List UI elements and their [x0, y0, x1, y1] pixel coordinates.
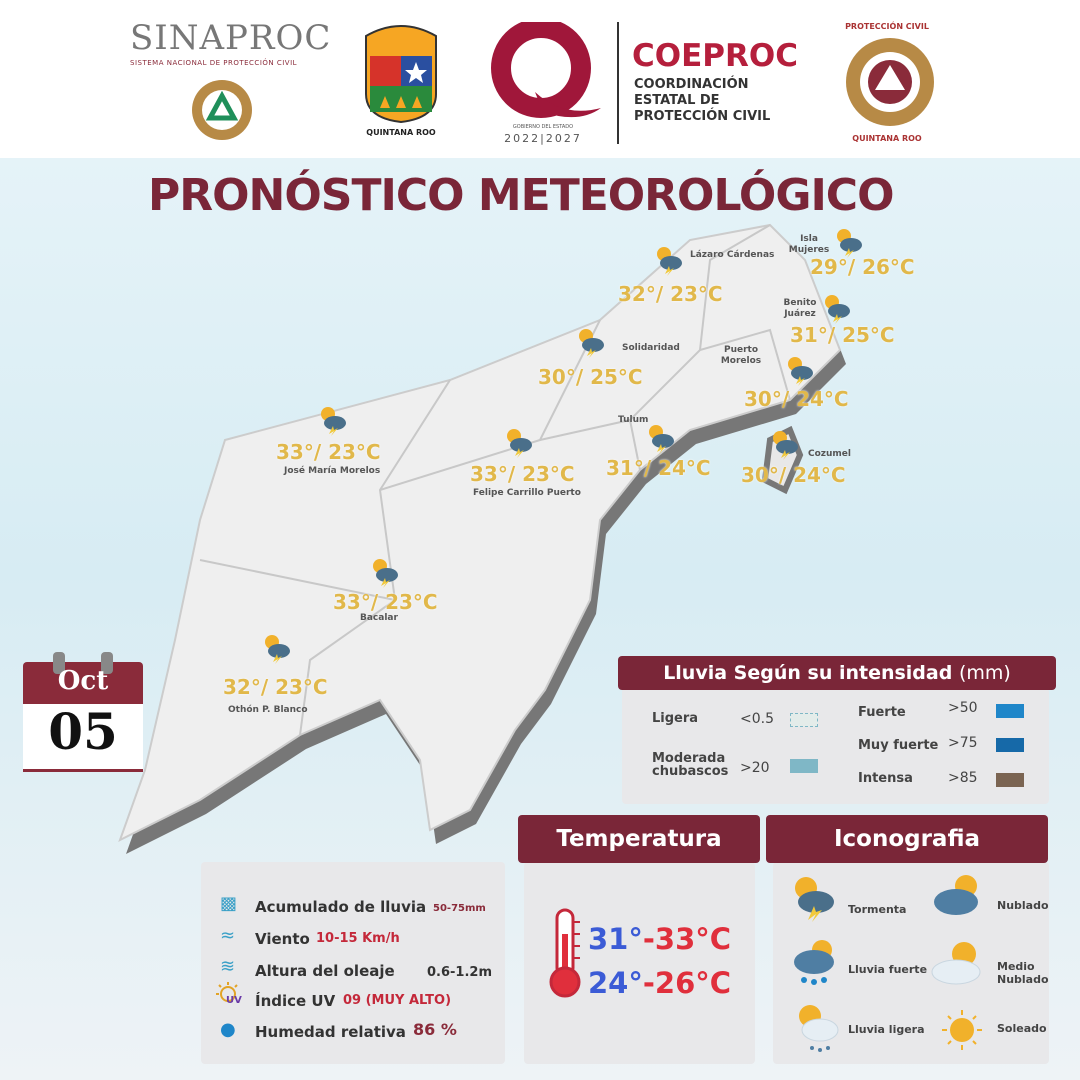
- icon-label-lluvia-ligera: Lluvia ligera: [848, 1023, 925, 1036]
- rain-value-intensa: >85: [948, 770, 978, 786]
- municipio-temp: 32°/ 23°C: [618, 282, 723, 306]
- partly-cloudy-icon: [928, 936, 986, 988]
- partly-cloudy-storm-icon: [820, 292, 852, 324]
- quintana-roo-name: QUINTANA ROO: [366, 128, 436, 137]
- municipio-name: Lázaro Cárdenas: [690, 250, 775, 260]
- municipio-name: Bacalar: [360, 613, 398, 623]
- sinaproc-name: SINAPROC: [130, 18, 332, 58]
- iconography-title: Iconografia: [766, 815, 1048, 863]
- humidity-label: Humedad relativa: [255, 1023, 406, 1041]
- proteccion-civil-label: PROTECCIÓN CIVIL: [845, 22, 929, 31]
- temp-max-range: 31°-33°C: [588, 922, 732, 956]
- icon-label-nublado: Nublado: [997, 899, 1049, 912]
- temp-min-range: 24°-26°C: [588, 966, 732, 1000]
- gobierno-label: GOBIERNO DEL ESTADO: [512, 124, 574, 130]
- municipio-name: Solidaridad: [622, 343, 680, 353]
- rain-accum-value: 50-75mm: [433, 903, 486, 914]
- sunny-icon: [940, 1008, 984, 1052]
- municipio-temp: 33°/ 23°C: [333, 590, 438, 614]
- municipio-name: Puerto Morelos: [720, 345, 762, 366]
- sinaproc-subtitle: SISTEMA NACIONAL DE PROTECCIÓN CIVIL: [130, 59, 298, 67]
- rain-gauge-icon: ▩: [220, 893, 238, 914]
- municipio-name: Isla Mujeres: [788, 234, 830, 255]
- rain-accum-label: Acumulado de lluvia: [255, 898, 427, 916]
- uv-index-icon: UV: [216, 982, 246, 1012]
- light-rain-icon: [792, 1000, 842, 1056]
- waves-value: 0.6-1.2m: [427, 965, 492, 980]
- rain-value-muy-fuerte: >75: [948, 735, 978, 751]
- municipio-name: Cozumel: [808, 449, 852, 459]
- rain-swatch-muy-fuerte: [996, 738, 1024, 752]
- rain-legend-title: Lluvia Según su intensidad (mm): [618, 656, 1056, 690]
- rain-value-fuerte: >50: [948, 700, 978, 716]
- partly-cloudy-storm-icon: [260, 632, 292, 664]
- rain-value-ligera: <0.5: [740, 711, 774, 727]
- partly-cloudy-storm-icon: [368, 556, 400, 588]
- rain-swatch-ligera: [790, 713, 818, 727]
- wind-icon: ≈: [220, 925, 236, 946]
- coeproc-name: COEPROC: [632, 38, 798, 74]
- icon-label-soleado: Soleado: [997, 1022, 1047, 1035]
- humidity-drop-icon: ●: [220, 1019, 236, 1040]
- partly-cloudy-storm-icon: [832, 226, 864, 258]
- proteccion-civil-state: QUINTANA ROO: [852, 134, 922, 143]
- cloudy-icon: [930, 870, 986, 920]
- municipio-temp: 32°/ 23°C: [223, 675, 328, 699]
- partly-cloudy-storm-icon: [502, 426, 534, 458]
- partly-cloudy-storm-icon: [644, 422, 676, 454]
- coeproc-subtitle: COORDINACIÓN ESTATAL DE PROTECCIÓN CIVIL: [634, 77, 771, 124]
- municipio-name: Tulum: [618, 415, 649, 425]
- waves-label: Altura del oleaje: [255, 962, 395, 980]
- rain-swatch-intensa: [996, 773, 1024, 787]
- wind-value: 10-15 Km/h: [316, 931, 400, 946]
- partly-cloudy-storm-icon: [783, 354, 815, 386]
- date-day: 05: [48, 702, 118, 761]
- gobierno-years: 2022|2027: [504, 132, 582, 145]
- municipio-name: Othón P. Blanco: [228, 705, 308, 715]
- partly-cloudy-storm-icon: [768, 428, 800, 460]
- page-title: PRONÓSTICO METEOROLÓGICO: [148, 170, 894, 221]
- rain-label-fuerte: Fuerte: [858, 705, 906, 720]
- municipio-temp: 30°/ 24°C: [741, 463, 846, 487]
- municipio-temp: 33°/ 23°C: [276, 440, 381, 464]
- partly-cloudy-storm-icon: [574, 326, 606, 358]
- waves-icon: ≋: [220, 956, 236, 977]
- uv-label: Índice UV: [255, 992, 336, 1010]
- rain-label-intensa: Intensa: [858, 771, 913, 786]
- municipio-temp: 31°/ 24°C: [606, 456, 711, 480]
- date-calendar: [23, 652, 143, 772]
- rain-legend-panel: [622, 688, 1049, 804]
- municipio-temp: 31°/ 25°C: [790, 323, 895, 347]
- humidity-value: 86 %: [413, 1020, 457, 1039]
- icon-label-lluvia-fuerte: Lluvia fuerte: [848, 963, 928, 976]
- rain-value-moderada: >20: [740, 760, 770, 776]
- heavy-rain-icon: [790, 936, 842, 988]
- temperature-title: Temperatura: [518, 815, 760, 863]
- wind-label: Viento: [255, 930, 310, 948]
- partly-cloudy-storm-icon: [652, 244, 684, 276]
- rain-swatch-moderada: [790, 759, 818, 773]
- icon-label-tormenta: Tormenta: [848, 903, 907, 916]
- rain-label-muy-fuerte: Muy fuerte: [858, 738, 939, 753]
- municipio-temp: 29°/ 26°C: [810, 255, 915, 279]
- uv-value: 09 (MUY ALTO): [343, 993, 452, 1008]
- storm-icon: [788, 872, 838, 922]
- municipio-name: Benito Juárez: [783, 298, 817, 319]
- icon-label-medio-nublado: Medio Nublado: [997, 960, 1049, 986]
- rain-label-moderada: Moderada chubascos: [652, 751, 729, 779]
- municipio-name: Felipe Carrillo Puerto: [473, 488, 581, 498]
- municipio-temp: 33°/ 23°C: [470, 462, 575, 486]
- municipio-temp: 30°/ 24°C: [744, 387, 849, 411]
- municipio-temp: 30°/ 25°C: [538, 365, 643, 389]
- thermometer-icon: [546, 908, 586, 1000]
- partly-cloudy-storm-icon: [316, 404, 348, 436]
- municipio-name: José María Morelos: [284, 466, 381, 476]
- rain-label-ligera: Ligera: [652, 711, 699, 726]
- date-month: Oct: [57, 666, 109, 696]
- rain-swatch-fuerte: [996, 704, 1024, 718]
